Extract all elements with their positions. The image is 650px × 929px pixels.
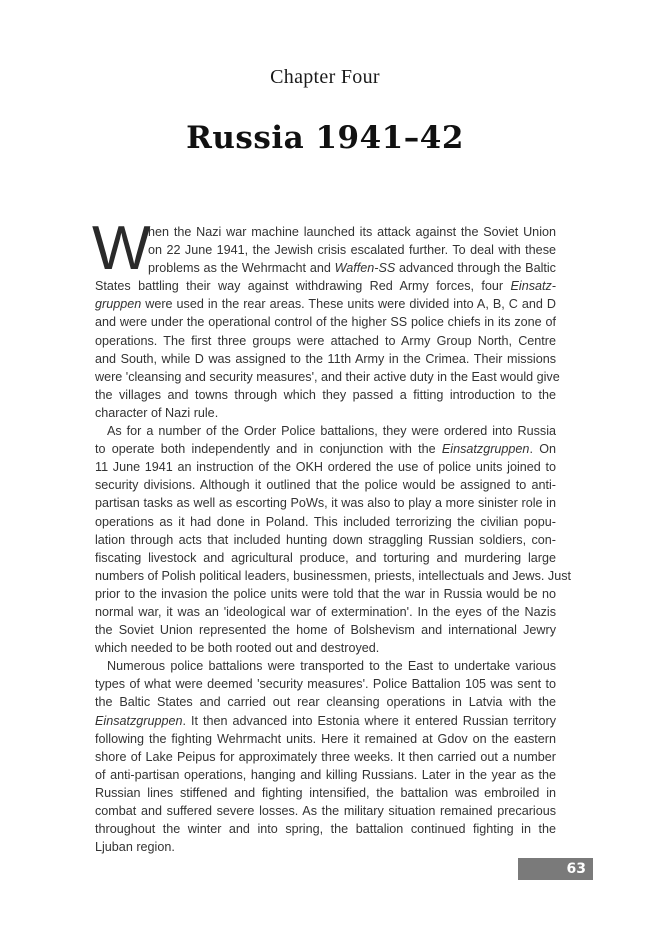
text-line: Russian lines stiffened and fighting intensified, the battalion was embroiled in xyxy=(95,785,556,800)
text-line: on 22 June 1941, the Jewish crisis escalated further. To deal with these xyxy=(148,243,556,258)
paragraph-lines xyxy=(95,223,571,856)
text-line: following the fighting Wehrmacht units. Here it remained at Gdov on the eastern xyxy=(95,731,556,746)
text-line: hen the Nazi war machine launched its attack against the Soviet Union xyxy=(148,225,556,239)
text-line: character of Nazi rule. xyxy=(95,405,219,420)
drop-cap: W xyxy=(92,214,151,283)
text-line: problems as the Wehrmacht and Waffen-SS advanced through the Baltic xyxy=(148,261,556,276)
text-line: partisan tasks as well as escorting PoWs, it was also to play a more sinister role in xyxy=(95,496,556,511)
text-line: the Baltic States and carried out rear cleansing operations in Latvia with the xyxy=(95,695,556,710)
text-line: were 'cleansing and security measures', and their active duty in the East would give xyxy=(95,369,560,384)
text-line: As for a number of the Order Police battalions, they were ordered into Russia xyxy=(107,424,556,439)
text-line: prior to the invasion the police units were told that the war in Russia would be no xyxy=(95,586,556,601)
body-text xyxy=(92,214,571,856)
text-line: the Soviet Union represented the home of Bolshevism and international Jewry xyxy=(95,623,556,638)
text-line: the villages and towns through which they passed a fitting introduction to the xyxy=(95,387,556,402)
text-line: of anti-partisan operations, hanging and killing Russians. Later in the year as the xyxy=(95,767,556,782)
text-line: numbers of Polish political leaders, businessmen, priests, intellectuals and Jews. Just xyxy=(95,568,571,583)
text-line: to operate both independently and in conjunction with the Einsatzgruppen. On xyxy=(95,442,556,457)
text-line: Einsatzgruppen. It then advanced into Estonia where it entered Russian territory xyxy=(95,713,556,728)
text-line: lation through acts that included hunting down straggling Russian soldiers, con- xyxy=(95,532,556,547)
text-line: Numerous police battalions were transported to the East to undertake various xyxy=(107,659,556,674)
text-line: gruppen were used in the rear areas. These units were divided into A, B, C and D xyxy=(95,297,556,312)
text-line: which needed to be both rooted out and destroyed. xyxy=(95,641,380,656)
text-line: operations. The first three groups were attached to Army Group North, Centre xyxy=(95,333,556,348)
text-line: Ljuban region. xyxy=(95,840,175,855)
text-line: types of what were deemed 'security measures'. Police Battalion 105 was sent to xyxy=(95,677,556,692)
text-line: throughout the winter and into spring, the battalion continued fighting in the xyxy=(95,822,556,837)
text-line: and were under the operational control of the higher SS police chiefs in its zone of xyxy=(95,315,556,330)
page-number: 63 xyxy=(518,858,593,880)
text-line: and South, while D was assigned to the 11th Army in the Crimea. Their missions xyxy=(95,351,556,366)
text-line: States battling their way against withdrawing Red Army forces, four Einsatz- xyxy=(95,279,556,294)
text-line: fiscating livestock and agricultural produce, and torturing and murdering large xyxy=(95,550,556,565)
text-line: combat and suffered severe losses. As the military situation remained precarious xyxy=(95,804,556,818)
chapter-label: Chapter Four xyxy=(270,66,380,88)
text-line: operations as it had done in Poland. This included terrorizing the civilian popu- xyxy=(95,514,556,529)
chapter-title: Russia 1941–42 xyxy=(186,120,464,156)
text-line: 11 June 1941 an instruction of the OKH ordered the use of police units joined to xyxy=(95,460,556,475)
text-line: normal war, it was an 'ideological war of extermination'. In the eyes of the Nazis xyxy=(95,604,556,619)
text-line: security divisions. Although it outlined that the police would be assigned to anti- xyxy=(95,478,556,493)
text-line: shore of Lake Peipus for approximately three weeks. It then carried out a number xyxy=(95,749,556,764)
